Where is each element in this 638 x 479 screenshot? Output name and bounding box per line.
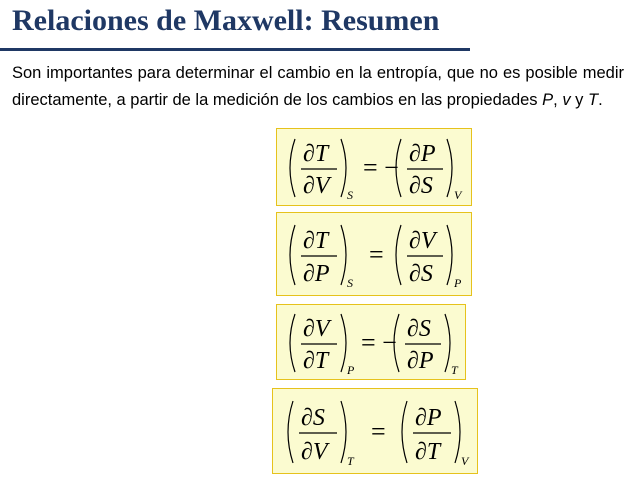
paren-right	[341, 139, 346, 197]
lhs-denominator: ∂V	[303, 173, 330, 199]
rhs-denominator: ∂T	[415, 439, 441, 465]
lhs-numerator: ∂T	[303, 228, 329, 254]
paragraph-end: .	[598, 91, 603, 109]
paren-right	[447, 139, 452, 197]
paragraph-text: Son importantes para determinar el cambio en la entropía, que no es posible medir directamente, a partir de la medición de los cambios en las propiedades	[12, 64, 624, 109]
rhs-denominator: ∂P	[407, 348, 434, 374]
rhs-numerator: ∂V	[409, 228, 436, 254]
lhs-numerator: ∂S	[301, 405, 325, 431]
lhs-subscript: S	[347, 188, 353, 202]
rhs-subscript: T	[451, 363, 458, 377]
rhs-subscript: P	[454, 276, 462, 290]
paren-left	[402, 401, 407, 463]
var-v: v	[562, 91, 571, 109]
rhs-numerator: ∂P	[415, 405, 442, 431]
rhs-subscript: V	[454, 188, 462, 202]
paren-left	[396, 225, 401, 285]
slide-title: Relaciones de Maxwell: Resumen	[12, 4, 440, 37]
lhs-subscript: T	[347, 454, 354, 468]
paren-right	[341, 401, 346, 463]
rhs-numerator: ∂S	[407, 316, 431, 342]
equals-operator: =	[369, 240, 384, 269]
rhs-denominator: ∂S	[409, 261, 433, 287]
equation-1	[277, 129, 473, 207]
maxwell-relation-4	[272, 388, 478, 474]
lhs-denominator: ∂V	[301, 439, 328, 465]
paren-right	[341, 225, 346, 285]
equals-operator: =	[371, 417, 386, 446]
paragraph-sep: ,	[553, 91, 563, 109]
equals-operator: = −	[361, 328, 397, 357]
equation-2	[277, 213, 473, 297]
paren-left	[288, 401, 293, 463]
rhs-denominator: ∂S	[409, 173, 433, 199]
paren-left	[290, 139, 295, 197]
rhs-numerator: ∂P	[409, 141, 436, 167]
paren-left	[290, 314, 295, 372]
paren-left	[290, 225, 295, 285]
equation-3	[277, 305, 467, 381]
rhs-subscript: V	[461, 454, 469, 468]
equals-operator: = −	[363, 153, 399, 182]
maxwell-relation-1	[276, 128, 472, 206]
paragraph-sep: y	[570, 91, 588, 109]
var-t: T	[588, 91, 599, 109]
paren-right	[447, 225, 452, 285]
lhs-numerator: ∂V	[303, 316, 330, 342]
intro-paragraph	[12, 60, 624, 114]
paren-right	[341, 314, 346, 372]
paren-right	[455, 401, 460, 463]
lhs-subscript: S	[347, 276, 353, 290]
paren-right	[445, 314, 450, 372]
title-underline	[0, 48, 470, 51]
lhs-subscript: P	[347, 363, 355, 377]
maxwell-relation-2	[276, 212, 472, 296]
lhs-denominator: ∂T	[303, 348, 329, 374]
var-p: P	[542, 91, 554, 109]
equation-4	[273, 389, 479, 475]
lhs-numerator: ∂T	[303, 141, 329, 167]
lhs-denominator: ∂P	[303, 261, 330, 287]
maxwell-relation-3	[276, 304, 466, 380]
